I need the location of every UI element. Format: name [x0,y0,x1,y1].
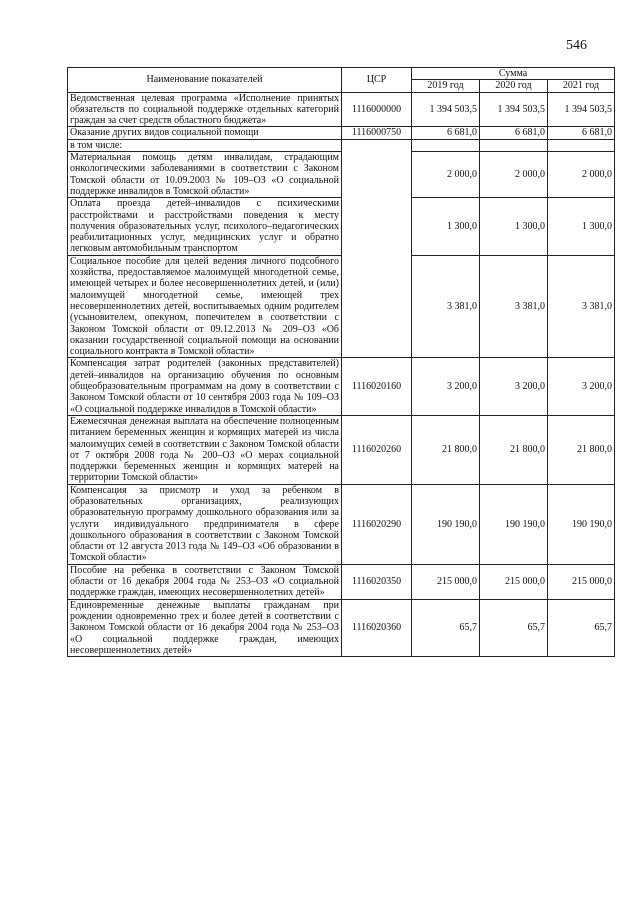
row-value-2019: 65,7 [412,599,480,656]
row-value-2020: 21 800,0 [480,415,548,484]
row-value-2019: 21 800,0 [412,415,480,484]
header-name: Наименование показателей [68,68,342,93]
header-year-2021: 2021 год [548,80,615,92]
row-value-2020: 215 000,0 [480,564,548,599]
row-value-2019: 1 394 503,5 [412,92,480,127]
page-number: 546 [566,38,587,53]
header-code: ЦСР [342,68,412,93]
table-header [68,68,615,93]
row-value-2020: 3 381,0 [480,255,548,358]
row-name: Компенсация затрат родителей (законных представителей) детей–инвалидов на организацию обучения по основным общеобразовательным программам на дому в соответствии с Законом Томской области от 10 сентября 2003 года № 109–ОЗ «О социальной поддержке инвалидов в Томской области» [68,358,342,415]
row-value-2021: 190 190,0 [548,484,615,564]
table-row [68,255,615,358]
row-value-2021: 65,7 [548,599,615,656]
row-name: Пособие на ребенка в соответствии с Законом Томской области от 16 декабря 2004 года № 253–ОЗ «О социальной поддержке граждан, имеющих несовершеннолетних детей» [68,564,342,599]
table-row [68,139,615,151]
row-value-2021: 21 800,0 [548,415,615,484]
row-value-2019: 3 200,0 [412,358,480,415]
row-code: 1116000750 [342,127,412,139]
row-code: 1116020360 [342,599,412,656]
row-value-2021: 6 681,0 [548,127,615,139]
table-row [68,484,615,564]
row-value-2020: 2 000,0 [480,152,548,198]
table-row [68,198,615,255]
table-row [68,152,615,198]
table-row [68,564,615,599]
header-sum: Сумма [412,68,615,80]
row-value-2021: 1 300,0 [548,198,615,255]
table-row [68,415,615,484]
table-body [68,92,615,657]
row-value-2021: 215 000,0 [548,564,615,599]
row-code: 1116000000 [342,92,412,127]
row-name: Единовременные денежные выплаты гражданам при рождении одновременно трех и более детей в соответствии с Законом Томской области от 16 декабря 2004 года № 253–ОЗ «О социальной поддержке граждан, имеющих несовершеннолетних детей» [68,599,342,656]
table-row [68,92,615,127]
row-name: Ведомственная целевая программа «Исполнение принятых обязательств по социальной поддержке отдельных категорий граждан за счет средств областного бюджета» [68,92,342,127]
header-year-2020: 2020 год [480,80,548,92]
row-code: 1116020290 [342,484,412,564]
row-value-2021: 3 381,0 [548,255,615,358]
row-value-2020 [480,139,548,151]
row-name: Материальная помощь детям инвалидам, страдающим онкологическими заболеваниями в соответствии с Законом Томской области от 10.09.2003 № 109–ОЗ «О социальной поддержке инвалидов в Томской области» [68,152,342,198]
row-value-2019: 215 000,0 [412,564,480,599]
row-value-2020: 3 200,0 [480,358,548,415]
row-value-2020: 65,7 [480,599,548,656]
row-value-2019: 2 000,0 [412,152,480,198]
row-code-merged [342,139,412,358]
row-value-2020: 1 300,0 [480,198,548,255]
row-value-2021: 3 200,0 [548,358,615,415]
table-row [68,127,615,139]
budget-table [67,67,615,657]
row-value-2019: 190 190,0 [412,484,480,564]
row-name: Компенсация за присмотр и уход за ребенком в образовательных организациях, реализующих образовательную программу дошкольного образования или за услуги индивидуального предпринимателя в сфере дошкольного образования в соответствии с Законом Томской области от 12 августа 2013 года № 149–ОЗ «Об образовании в Томской области» [68,484,342,564]
table-row [68,358,615,415]
row-name: Оплата проезда детей–инвалидов с психическими расстройствами и расстройствами поведения к месту получения образовательных услуг, психолого–педагогических реабилитационных услуг, медицинских услуг и обратно легковым автомобильным транспортом [68,198,342,255]
row-value-2021: 1 394 503,5 [548,92,615,127]
row-name: Социальное пособие для целей ведения личного подсобного хозяйства, предоставляемое малоимущей многодетной семье, имеющей четырех и более несовершеннолетних детей, и (или) малоимущей многодетной семье, имеющей трех несовершеннолетних детей, воспитываемых одним родителем (усыновителем, опекуном, попечителем в соответствии с Законом Томской области от 09.12.2013 № 209–ОЗ «Об оказании государственной социальной помощи на основании социального контракта в Томской области» [68,255,342,358]
row-value-2020: 1 394 503,5 [480,92,548,127]
row-code: 1116020160 [342,358,412,415]
header-year-2019: 2019 год [412,80,480,92]
row-value-2020: 190 190,0 [480,484,548,564]
row-code: 1116020350 [342,564,412,599]
table-row [68,599,615,656]
row-value-2021: 2 000,0 [548,152,615,198]
row-value-2019: 1 300,0 [412,198,480,255]
row-code: 1116020260 [342,415,412,484]
row-value-2019: 3 381,0 [412,255,480,358]
row-name: в том числе: [68,139,342,151]
row-value-2020: 6 681,0 [480,127,548,139]
row-name: Оказание других видов социальной помощи [68,127,342,139]
row-value-2021 [548,139,615,151]
row-name: Ежемесячная денежная выплата на обеспечение полноценным питанием беременных женщин и кормящих матерей из числа малоимущих семей в соответствии с Законом Томской области от 7 октября 2008 года № 200–ОЗ «О мерах социальной поддержки беременных женщин и кормящих матерей на территории Томской области» [68,415,342,484]
row-value-2019: 6 681,0 [412,127,480,139]
row-value-2019 [412,139,480,151]
